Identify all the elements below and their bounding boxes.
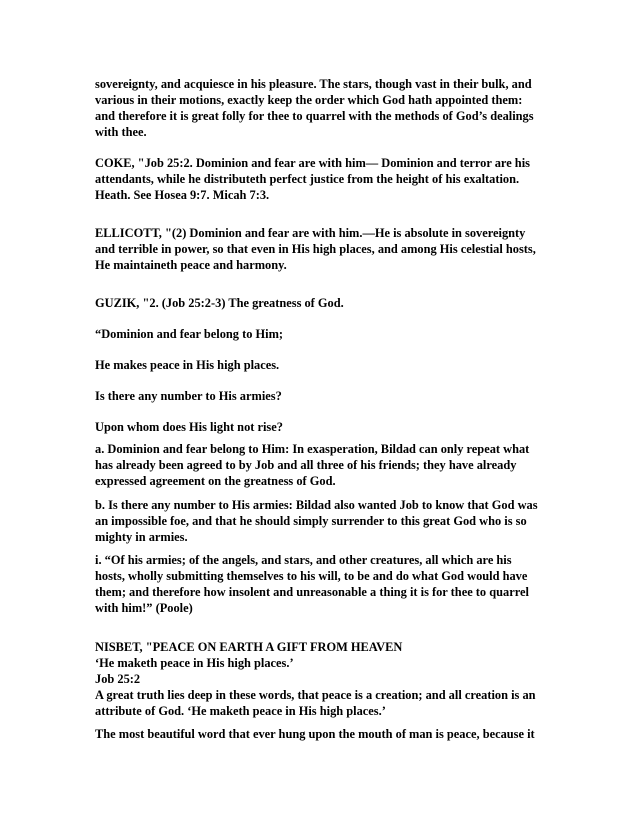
heading-guzik: [95, 295, 555, 311]
text-line: a. Dominion and fear belong to Him: In exasperation, Bildad can only repeat what: [95, 442, 530, 456]
text-line: i. “Of his armies; of the angels, and stars, and other creatures, all which are his: [95, 553, 512, 567]
text-line: Job 25:2: [95, 672, 141, 686]
text-line: attribute of God. ‘He maketh peace in His high places.’: [95, 704, 386, 718]
text-line: He makes peace in His high places.: [95, 358, 280, 372]
text-line: Is there any number to His armies?: [95, 389, 282, 403]
text-line: hosts, wholly submitting themselves to his will, to be and do what God would have: [95, 569, 528, 583]
text-line: GUZIK, "2. (Job 25:2-3) The greatness of God.: [95, 296, 344, 310]
text-line: NISBET, "PEACE ON EARTH A GIFT FROM HEAVEN: [95, 640, 403, 654]
text-line: b. Is there any number to His armies: Bildad also wanted Job to know that God was: [95, 498, 538, 512]
paragraph-guzik-b: [95, 497, 555, 545]
paragraph-poole-continued: [95, 76, 555, 140]
paragraph-ellicott: [95, 225, 555, 273]
text-line: Upon whom does His light not rise?: [95, 420, 283, 434]
text-line: and therefore it is great folly for thee to quarrel with the methods of God’s dealings: [95, 109, 534, 123]
text-line: with thee.: [95, 125, 147, 139]
text-line: ELLICOTT, "(2) Dominion and fear are with him.—He is absolute in sovereignty: [95, 226, 526, 240]
text-line: has already been agreed to by Job and all three of his friends; they have already: [95, 458, 517, 472]
verse-line-1: [95, 326, 555, 342]
text-line: He maintaineth peace and harmony.: [95, 258, 287, 272]
text-line: expressed agreement on the greatness of God.: [95, 474, 336, 488]
text-line: A great truth lies deep in these words, that peace is a creation; and all creation is an: [95, 688, 536, 702]
text-line: Heath. See Hosea 9:7. Micah 7:3.: [95, 188, 270, 202]
paragraph-peace: [95, 726, 555, 742]
text-line: and terrible in power, so that even in His high places, and among His celestial hosts,: [95, 242, 536, 256]
paragraph-guzik-a: [95, 441, 555, 489]
text-line: various in their motions, exactly keep the order which God hath appointed them:: [95, 93, 523, 107]
paragraph-nisbet: [95, 639, 555, 719]
verse-line-4: [95, 419, 555, 435]
text-line: with him!” (Poole): [95, 601, 193, 615]
verse-line-3: [95, 388, 555, 404]
text-line: COKE, "Job 25:2. Dominion and fear are with him— Dominion and terror are his: [95, 156, 530, 170]
paragraph-coke: [95, 155, 555, 203]
text-line: an impossible foe, and that he should simply surrender to this great God who is so: [95, 514, 527, 528]
text-line: “Dominion and fear belong to Him;: [95, 327, 284, 341]
text-line: ‘He maketh peace in His high places.’: [95, 656, 294, 670]
text-line: sovereignty, and acquiesce in his pleasure. The stars, though vast in their bulk, and: [95, 77, 532, 91]
text-line: attendants, while he distributeth perfect justice from the height of his exaltation.: [95, 172, 520, 186]
verse-line-2: [95, 357, 555, 373]
paragraph-guzik-i: [95, 552, 555, 616]
text-line: them; and therefore how insolent and unreasonable a thing it is for thee to quarrel: [95, 585, 529, 599]
text-line: mighty in armies.: [95, 530, 188, 544]
text-line: The most beautiful word that ever hung upon the mouth of man is peace, because it: [95, 727, 535, 741]
